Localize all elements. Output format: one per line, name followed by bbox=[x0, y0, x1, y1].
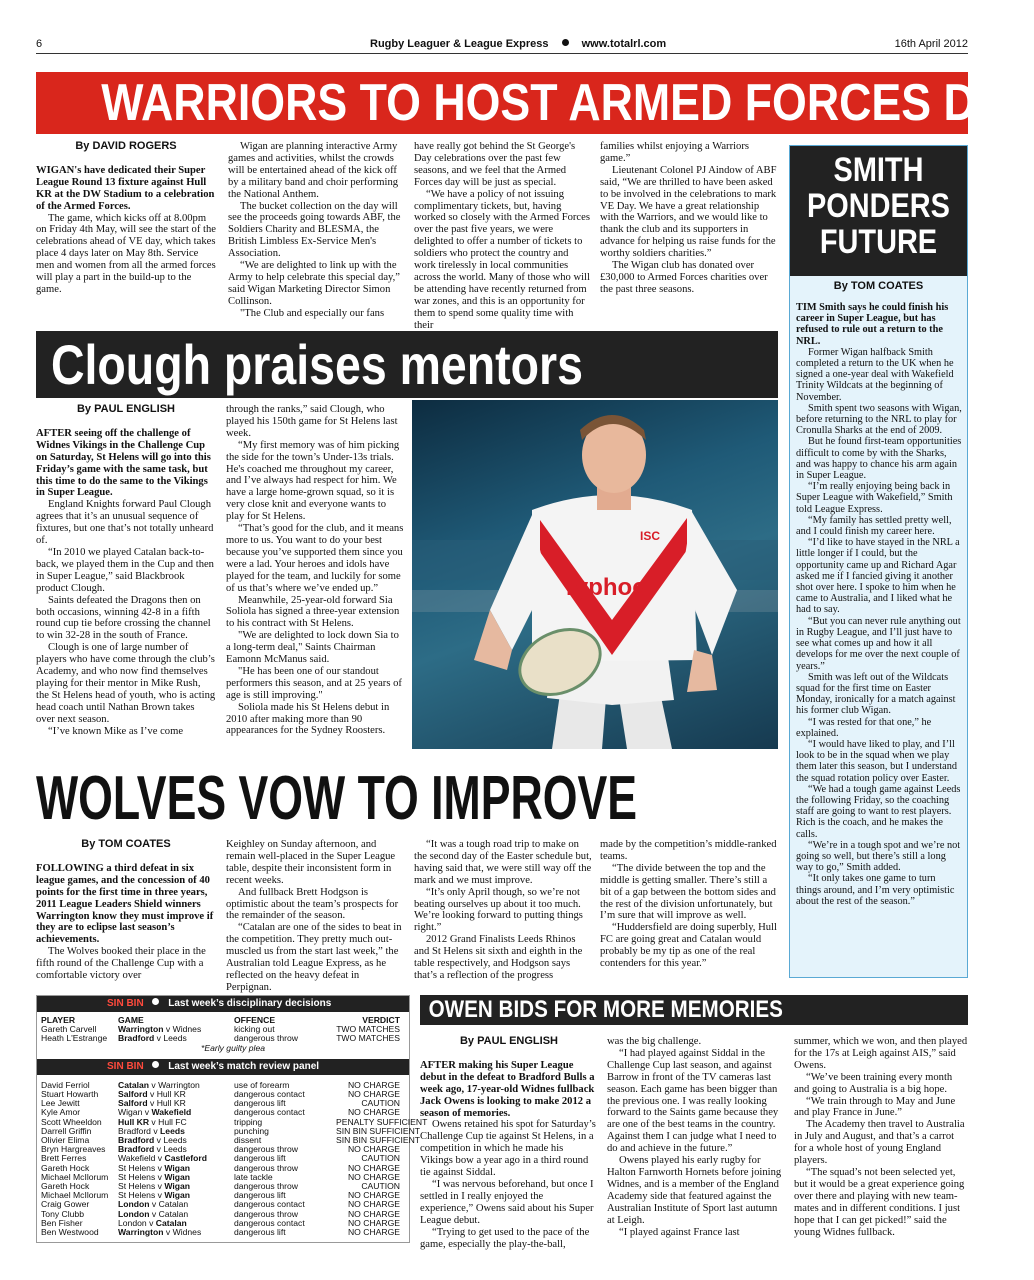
cell-verdict: TWO MATCHES bbox=[336, 1033, 400, 1044]
smith-headline-line: FUTURE bbox=[819, 223, 938, 261]
wolves-col-1 bbox=[36, 838, 216, 982]
away-team: Catalan bbox=[158, 1208, 189, 1219]
sin-bin-label: SIN BIN bbox=[107, 998, 144, 1009]
disciplinary-table bbox=[37, 1012, 409, 1053]
wolves-paragraph: “It’s only April though, so we’re not beating ourselves up about it too much. We’re looking forward to putting things right.” bbox=[414, 886, 583, 934]
clough-headline-bar bbox=[36, 331, 778, 398]
cell-offence: dangerous contact bbox=[234, 1089, 305, 1100]
owen-paragraph: “We’ve been training every month and going to Australia is a big hope. bbox=[794, 1071, 953, 1095]
cell-player: Ben Fisher bbox=[41, 1217, 83, 1228]
wolves-col-3 bbox=[414, 839, 592, 981]
cell-player: Kyle Amor bbox=[41, 1107, 81, 1118]
home-team: Catalan bbox=[118, 1079, 150, 1090]
wolves-lead: FOLLOWING a third defeat in six league games, and the concession of 40 points for the first time in three years, 2011 League Leaders Shield winners Warrington know they must improve if they are to eclipse last season’s achievements. bbox=[36, 862, 214, 946]
cell-verdict: NO CHARGE bbox=[347, 1171, 400, 1182]
byline-author: DAVID ROGERS bbox=[92, 140, 177, 152]
cell-offence: dangerous lift bbox=[234, 1227, 286, 1238]
away-team: Hull KR bbox=[156, 1089, 186, 1100]
cell-verdict: NO CHARGE bbox=[347, 1089, 400, 1100]
versus-separator: v bbox=[149, 1199, 159, 1210]
cell-offence: dangerous throw bbox=[234, 1181, 299, 1192]
away-team: Catalan bbox=[158, 1199, 189, 1210]
publication-title bbox=[370, 38, 666, 50]
issue-date: 16th April 2012 bbox=[894, 38, 968, 50]
warriors-paragraph: “We have a policy of not issuing complimentary tickets, but, having worked so closely with the Armed Forces over the past five years, we were delighted to offer a number of tickets to soldiers who protect the country and work tirelessly in local communities across the world. Many of those who will be attending have recently returned from war zones, and this is an opportunity for them to spend some quality time with their bbox=[414, 188, 590, 331]
clough-lead: AFTER seeing off the challenge of Widnes Vikings in the Challenge Cup on Saturday, St Helens will go into this Friday’s game with the same task, but this time to do the same to the Vikings in Super League. bbox=[36, 427, 211, 499]
versus-separator: v bbox=[147, 1098, 157, 1109]
header-offence: OFFENCE bbox=[234, 1015, 276, 1025]
byline-author: PAUL ENGLISH bbox=[477, 1035, 558, 1047]
wolves-paragraph: “Catalan are one of the sides to beat in the competition. They pretty much out-muscled us from the start last week,” the Australian told League Express, as he reflected on the heavy defeat in Perpignan. bbox=[226, 922, 402, 993]
cell-verdict: CAUTION bbox=[361, 1181, 400, 1192]
owen-paragraph: “The squad’s not been selected yet, but it would be a great experience going over there and playing with new team-mates and in different conditions. I just hope that I can get picked!” said the young Widnes fullback. bbox=[794, 1166, 965, 1238]
cell-verdict: SIN BIN SUFFICIENT bbox=[336, 1135, 421, 1146]
warriors-headline: WARRIORS TO HOST ARMED FORCES DAY bbox=[101, 74, 1034, 132]
versus-separator: v bbox=[155, 1181, 165, 1192]
decisions-rows bbox=[41, 1025, 405, 1043]
cell-player: David Ferriol bbox=[41, 1079, 90, 1090]
clough-paragraph: "He has been one of our standout performers this season, and at 25 years of age is still improving." bbox=[226, 665, 402, 701]
smith-paragraph: “We’re in a tough spot and we’re not going so well, but there’s still a long way to go,” Smith added. bbox=[796, 839, 961, 874]
owen-paragraph: “Trying to get used to the pace of the game, especially the play-the-ball, bbox=[420, 1226, 590, 1250]
versus-separator: v bbox=[154, 1033, 164, 1044]
warriors-paragraph: Wigan are planning interactive Army games and activities, whilst the crowds will be entertained ahead of the kick off by a military band and choir performing the National Anthem. bbox=[228, 141, 399, 200]
wolves-headline: WOLVES VOW TO IMPROVE bbox=[36, 764, 638, 833]
away-team: Hull KR bbox=[156, 1098, 186, 1109]
sin-bin-title-2: Last week’s match review panel bbox=[168, 1060, 320, 1072]
owen-headline: OWEN BIDS FOR MORE MEMORIES bbox=[428, 996, 783, 1023]
cell-offence: dangerous lift bbox=[234, 1190, 286, 1201]
cell-offence: kicking out bbox=[234, 1024, 275, 1035]
cell-player: Gareth Carvell bbox=[41, 1024, 97, 1035]
cell-player: Scott Wheeldon bbox=[41, 1116, 102, 1127]
wolves-paragraph: And fullback Brett Hodgson is optimistic about the team’s prospects for the remainder of the season. bbox=[226, 886, 399, 922]
home-team: Warrington bbox=[118, 1227, 164, 1238]
away-team: Hull FC bbox=[158, 1116, 187, 1127]
smith-headline-box bbox=[790, 146, 967, 276]
owen-paragraph: The Academy then travel to Australia in July and August, and that’s a carrot for a whole host of young England players. bbox=[794, 1119, 965, 1167]
away-team: Warrington bbox=[158, 1079, 200, 1090]
away-team: Leeds bbox=[163, 1144, 187, 1155]
home-team: St Helens bbox=[118, 1181, 156, 1192]
sin-bin-title-1: Last week’s disciplinary decisions bbox=[168, 998, 332, 1009]
away-team: Leeds bbox=[160, 1125, 185, 1136]
home-team: Bradford bbox=[118, 1135, 155, 1146]
cell-offence: dangerous throw bbox=[234, 1033, 299, 1044]
cell-verdict: CAUTION bbox=[361, 1098, 400, 1109]
shirt-sponsor: Typhoo bbox=[562, 574, 647, 601]
smith-byline bbox=[790, 280, 967, 292]
away-team: Wigan bbox=[164, 1190, 191, 1201]
cell-offence: punching bbox=[234, 1125, 269, 1136]
cell-verdict: SIN BIN SUFFICIENT bbox=[336, 1125, 421, 1136]
header-verdict: VERDICT bbox=[362, 1015, 400, 1025]
early-plea-note: *Early guilty plea bbox=[201, 1042, 266, 1053]
clough-paragraph: “My first memory was of him picking the side for the town’s Under-13s trials. He's coached me throughout my career, and I’ve always had respect for him. We have a large home-grown squad, so it is very close knit and everyone wants to play for St Helens. bbox=[226, 439, 400, 523]
smith-headline bbox=[803, 152, 953, 260]
cell-player: Ben Westwood bbox=[41, 1227, 99, 1238]
review-table bbox=[37, 1075, 428, 1238]
versus-separator: v bbox=[155, 1190, 165, 1201]
header-rule bbox=[36, 53, 968, 54]
away-team: Wigan bbox=[164, 1171, 191, 1182]
cell-verdict: NO CHARGE bbox=[347, 1208, 400, 1219]
smith-paragraph: “I’d like to have stayed in the NRL a little longer if I could, but the opportunity came up and Richard Agar asked me if I fancied giving it another shot over here. I spoke to him when he came to Australia, and I liked what he had to say. bbox=[796, 537, 960, 616]
versus-separator: v bbox=[149, 1079, 159, 1090]
cell-player: Michael McIlorum bbox=[41, 1171, 109, 1182]
warriors-lead: WIGAN's have dedicated their Super League Round 13 fixture against Hull KR at the DW Stadium to a celebration of the Armed Forces. bbox=[36, 164, 215, 212]
away-team: Leeds bbox=[163, 1135, 187, 1146]
cell-offence: dangerous contact bbox=[234, 1199, 305, 1210]
wolves-paragraph: made by the competition’s middle-ranked teams. bbox=[600, 839, 777, 862]
away-team: Castleford bbox=[164, 1153, 207, 1164]
cell-verdict: NO CHARGE bbox=[347, 1199, 400, 1210]
sin-bin-bar-1 bbox=[37, 996, 409, 1012]
versus-separator: v bbox=[154, 1135, 164, 1146]
byline-author: TOM COATES bbox=[850, 280, 924, 292]
table-row bbox=[41, 1090, 405, 1099]
wolves-paragraph: Keighley on Sunday afternoon, and remain well-placed in the Super League table, despite their inconsistent form in recent weeks. bbox=[226, 839, 396, 886]
smith-paragraph: Smith was left out of the Wildcats squad for the first time on Easter Monday, ironically for a match against his former club Wigan. bbox=[796, 671, 956, 717]
away-team: Leeds bbox=[163, 1033, 187, 1044]
wolves-paragraph: “The divide between the top and the middle is getting smaller. There’s still a bit of a gap between the bottom sides and the rest of the division unfortunately, but I’m sure that will improve as well. bbox=[600, 862, 776, 922]
cell-player: Craig Gower bbox=[41, 1199, 90, 1210]
cell-verdict: NO CHARGE bbox=[347, 1079, 400, 1090]
page-number: 6 bbox=[36, 38, 43, 50]
warriors-paragraph: have really got behind the St George's Day celebrations over the past few seasons, and we feel that the Armed Forces day will be just as special. bbox=[414, 141, 576, 188]
smith-paragraph: Former Wigan halfback Smith completed a return to the UK when he signed a one-year deal with Wakefield Trinity Wildcats at the beginning of November. bbox=[796, 346, 954, 403]
owen-paragraph: “I was nervous beforehand, but once I settled in I really enjoyed the experience,” Owens said about his Super League debut. bbox=[420, 1178, 594, 1226]
warriors-col-4 bbox=[600, 141, 778, 327]
clough-paragraph: "We are delighted to lock down Sia to a long-term deal," Saints Chairman Eamonn McManus said. bbox=[226, 630, 399, 666]
smith-headline-line: PONDERS bbox=[807, 187, 950, 225]
versus-separator: v bbox=[147, 1089, 157, 1100]
warriors-col-2 bbox=[228, 141, 406, 327]
cell-player: Olivier Elima bbox=[41, 1135, 90, 1146]
owen-col-3 bbox=[794, 1036, 968, 1246]
cell-offence: dangerous lift bbox=[234, 1153, 286, 1164]
cell-verdict: NO CHARGE bbox=[347, 1162, 400, 1173]
clough-paragraph: “In 2010 we played Catalan back-to-back, we played them in the Cup and then in Super League,” said Blackbrook product Clough. bbox=[36, 546, 214, 594]
sin-bin-label: SIN BIN bbox=[107, 1060, 144, 1072]
bullet-icon bbox=[152, 998, 159, 1005]
owen-paragraph: summer, which we won, and then played for the 17s at Leigh against AIS,” said Owens. bbox=[794, 1036, 968, 1071]
clough-paragraph: England Knights forward Paul Clough agrees that it’s an unusual sequence of fixtures, but one that’s not totally unheard of. bbox=[36, 499, 214, 547]
away-team: Wigan bbox=[164, 1181, 191, 1192]
smith-paragraph: “We had a tough game against Leeds the following Friday, so the coaching staff are going to want to rest players. Rich is the coach, and he makes the calls. bbox=[796, 783, 961, 840]
clough-paragraph: Saints defeated the Dragons then on both occasions, winning 42-8 in a fifth round cup tie before crossing the channel to win 32-28 in the south of France. bbox=[36, 594, 211, 642]
home-team: Warrington bbox=[118, 1024, 164, 1035]
home-team: Bradford bbox=[118, 1033, 155, 1044]
warriors-paragraph: Lieutenant Colonel PJ Aindow of ABF said, “We are thrilled to have been asked to be involved in the celebrations to mark VE Day. We have a great relationship with the Warriors, and we would like to thank the club and its supporters in advance for helping us raise funds for the worthy soldiers charities.” bbox=[600, 164, 777, 260]
owen-paragraph: “We train through to May and June and play France in June.” bbox=[794, 1095, 956, 1119]
owen-byline bbox=[420, 1036, 598, 1048]
warriors-paragraph: “We are delighted to link up with the Army to help celebrate this special day,” said Wigan Marketing Director Simon Collinson. bbox=[228, 260, 400, 307]
warriors-col-1 bbox=[36, 141, 216, 327]
home-team: Bradford bbox=[118, 1125, 151, 1136]
cell-offence: dangerous throw bbox=[234, 1208, 299, 1219]
bullet-icon bbox=[152, 1061, 159, 1068]
wolves-paragraph: 2012 Grand Finalists Leeds Rhinos and St Helens sit sixth and eighth in the table respectively, and Hodgson says that’s a reflection of the progress bbox=[414, 934, 583, 981]
cell-offence: tripping bbox=[234, 1116, 263, 1127]
versus-separator: v bbox=[142, 1107, 152, 1118]
smith-paragraph: “It only takes one game to turn things around, and I’m very optimistic about the rest of the season.” bbox=[796, 873, 955, 907]
cell-verdict: NO CHARGE bbox=[347, 1144, 400, 1155]
clough-paragraph: Clough is one of large number of players who have come through the club’s Academy, and who now find themselves playing for their mentor in Mike Rush, the St Helens head of youth, who is acting head coach until Nathan Brown takes over next season. bbox=[36, 642, 216, 725]
smith-headline-line: SMITH bbox=[833, 151, 924, 189]
versus-separator: v bbox=[150, 1125, 161, 1136]
table-row bbox=[41, 1145, 405, 1154]
cell-player: Darrell Griffin bbox=[41, 1125, 92, 1136]
cell-verdict: CAUTION bbox=[361, 1153, 400, 1164]
cell-offence: dangerous lift bbox=[234, 1098, 286, 1109]
byline-prefix: By bbox=[76, 403, 92, 415]
owen-lead: AFTER making his Super League debut in the defeat to Bradford Bulls a week ago, 17-year-old Widnes fullback Jack Owens is looking to make 2012 a season of memories. bbox=[420, 1059, 595, 1119]
versus-separator: v bbox=[155, 1171, 165, 1182]
wolves-byline bbox=[36, 839, 216, 851]
website-link[interactable]: www.totalrl.com bbox=[581, 38, 667, 50]
cell-player: Lee Jewitt bbox=[41, 1098, 80, 1109]
away-team: Catalan bbox=[155, 1217, 187, 1228]
away-team: Widnes bbox=[172, 1227, 202, 1238]
warriors-col-3 bbox=[414, 141, 592, 331]
clough-paragraph: through the ranks,” said Clough, who played his 150th game for St Helens last week. bbox=[226, 404, 398, 439]
smith-paragraph: “My family has settled pretty well, and I could finish my career here. bbox=[796, 514, 952, 538]
cell-verdict: PENALTY SUFFICIENT bbox=[336, 1116, 428, 1127]
away-team: Wakefield bbox=[151, 1107, 192, 1118]
smith-sidebar bbox=[789, 145, 968, 978]
byline-prefix: By bbox=[81, 838, 96, 850]
cell-verdict: NO CHARGE bbox=[347, 1190, 400, 1201]
home-team: Salford bbox=[118, 1098, 148, 1109]
wolves-headline-bar bbox=[36, 764, 778, 834]
cell-verdict: NO CHARGE bbox=[347, 1227, 400, 1238]
versus-separator: v bbox=[146, 1217, 156, 1228]
home-team: Salford bbox=[118, 1089, 148, 1100]
cell-game bbox=[118, 1228, 234, 1237]
warriors-byline bbox=[36, 141, 216, 153]
home-team: St Helens bbox=[118, 1171, 156, 1182]
clough-paragraph: Meanwhile, 25-year-old forward Sia Soliola has signed a three-year extension to his contract with St Helens. bbox=[226, 594, 400, 630]
cell-offence: dangerous contact bbox=[234, 1217, 305, 1228]
clough-paragraph: Soliola made his St Helens debut in 2010 after making more than 90 appearances for the Sydney Roosters. bbox=[226, 701, 390, 737]
owen-paragraph: “I had played against Siddal in the Challenge Cup last season, and against Barrow in front of the TV cameras last season. Each game has been bigger than the previous one. I was really looking forward to the Saints game because they are one of the best teams in the country. Against them I can judge what I need to do and achieve in the future.” bbox=[607, 1047, 779, 1155]
table-row bbox=[41, 1228, 405, 1237]
owen-paragraph: Owens retained his spot for Saturday’s Challenge Cup tie against St Helens, in a competition in which he made his Vikings bow a year ago in a third round tie against Siddal. bbox=[420, 1119, 596, 1179]
versus-separator: v bbox=[163, 1227, 173, 1238]
player-photo bbox=[412, 400, 778, 749]
header-player: PLAYER bbox=[41, 1015, 76, 1025]
warriors-paragraph: families whilst enjoying a Warriors game.” bbox=[600, 141, 749, 164]
sin-bin-bar-2 bbox=[37, 1059, 409, 1075]
smith-paragraph: “But you can never rule anything out in Rugby League, and I’ll just have to see what comes up and how it all develops for me over the next couple of years.” bbox=[796, 615, 961, 672]
warriors-headline-bar bbox=[36, 72, 1034, 134]
cell-offence: dangerous throw bbox=[234, 1162, 299, 1173]
owen-headline-bar bbox=[420, 995, 968, 1025]
cell-offence: use of forearm bbox=[234, 1079, 290, 1090]
smith-paragraph: “I would have liked to play, and I’ll look to be in the squad when we play them later this season, but I understand the squad rotation policy over Easter. bbox=[796, 738, 957, 784]
sin-bin-box bbox=[36, 995, 428, 1243]
owen-paragraph: Owens played his early rugby for Halton Farnworth Hornets before joining Widnes, and is a member of the England Academy side that featured against the Australian Institute of Sport last autumn at Leigh. bbox=[607, 1155, 782, 1226]
away-team: Widnes bbox=[172, 1024, 202, 1035]
versus-separator: v bbox=[163, 1024, 173, 1035]
header-game: GAME bbox=[118, 1015, 144, 1025]
smith-paragraph: But he found first-team opportunities difficult to come by with the Sharks, and was happy to chance his arm again in Super League. bbox=[796, 436, 962, 482]
clough-col-2 bbox=[226, 404, 404, 754]
wolves-paragraph: “Huddersfield are doing superbly, Hull FC are going great and Catalan would probably be my tip as one of the real contenders for this year.” bbox=[600, 922, 777, 970]
home-team: London bbox=[118, 1217, 147, 1228]
cell-offence: dangerous contact bbox=[234, 1107, 305, 1118]
versus-separator: v bbox=[149, 1116, 159, 1127]
home-team: Wigan bbox=[118, 1107, 143, 1118]
byline-author: PAUL ENGLISH bbox=[94, 403, 175, 415]
smith-paragraph: “I was rested for that one,” he explained. bbox=[796, 716, 932, 739]
cell-player: Heath L'Estrange bbox=[41, 1033, 108, 1044]
shirt-brand: ISC bbox=[640, 529, 661, 543]
home-team: St Helens bbox=[118, 1190, 156, 1201]
home-team: London bbox=[118, 1199, 150, 1210]
cell-verdict: TWO MATCHES bbox=[336, 1024, 400, 1035]
warriors-paragraph: The bucket collection on the day will see the proceeds going towards ABF, the Soldiers Charity and BLESMA, the British Limbless Ex-Service Men's Association. bbox=[228, 200, 401, 260]
cell-offence: late tackle bbox=[234, 1171, 273, 1182]
home-team: London bbox=[118, 1208, 150, 1219]
versus-separator: v bbox=[149, 1208, 159, 1219]
owen-col-1 bbox=[420, 1035, 598, 1250]
clough-paragraph: “That’s good for the club, and it means more to us. You want to do your best because you’ve supported them since you were a lad. Your heroes and idols have played for the team, and luckily for some of us that’s where we’ve ended up.” bbox=[226, 523, 404, 594]
cell-offence: dangerous throw bbox=[234, 1144, 299, 1155]
wolves-col-2 bbox=[226, 839, 404, 993]
versus-separator: v bbox=[155, 1153, 165, 1164]
versus-separator: v bbox=[154, 1144, 164, 1155]
table-row bbox=[41, 1173, 405, 1182]
cell-verdict: NO CHARGE bbox=[347, 1217, 400, 1228]
cell-player: Gareth Hock bbox=[41, 1181, 90, 1192]
smith-body bbox=[790, 302, 969, 907]
cell-player: Stuart Howarth bbox=[41, 1089, 99, 1100]
byline-prefix: By bbox=[833, 280, 848, 292]
clough-col-1 bbox=[36, 404, 216, 754]
bullet-icon bbox=[562, 39, 569, 46]
versus-separator: v bbox=[155, 1162, 165, 1173]
home-team: St Helens bbox=[118, 1162, 156, 1173]
home-team: Hull KR bbox=[118, 1116, 150, 1127]
byline-prefix: By bbox=[459, 1035, 475, 1047]
clough-byline bbox=[36, 404, 216, 416]
warriors-paragraph: "The Club and especially our fans bbox=[240, 307, 385, 319]
wolves-paragraph: “It was a tough road trip to make on the second day of the Easter schedule but, having said that, we were still way off the mark and we must improve. bbox=[414, 839, 592, 886]
cell-player: Michael McIlorum bbox=[41, 1190, 109, 1201]
smith-paragraph: “I’m really enjoying being back in Super League with Wakefield,” Smith told League Express. bbox=[796, 481, 953, 515]
owen-col-2 bbox=[607, 1036, 785, 1246]
clough-headline: Clough praises mentors bbox=[50, 333, 583, 396]
cell-offence: dissent bbox=[234, 1135, 262, 1146]
wolves-paragraph: The Wolves booked their place in the fifth round of the Challenge Cup with a comfortable victory over bbox=[36, 946, 206, 982]
owen-paragraph: was the big challenge. bbox=[607, 1036, 702, 1047]
home-team: Wakefield bbox=[118, 1153, 156, 1164]
owen-paragraph: “I played against France last bbox=[619, 1226, 740, 1238]
home-team: Bradford bbox=[118, 1144, 155, 1155]
smith-lead: TIM Smith says he could finish his career in Super League, but has refused to rule out a return to the NRL. bbox=[796, 302, 949, 347]
warriors-paragraph: The Wigan club has donated over £30,000 to Armed Forces charities over the past three seasons. bbox=[600, 260, 768, 295]
cell-player: Gareth Hock bbox=[41, 1162, 90, 1173]
away-team: Wigan bbox=[164, 1162, 191, 1173]
cell-player: Brett Ferres bbox=[41, 1153, 87, 1164]
review-rows bbox=[41, 1079, 428, 1238]
byline-prefix: By bbox=[75, 140, 90, 152]
clough-paragraph: “I’ve known Mike as I’ve come bbox=[48, 725, 184, 737]
cell-player: Tony Clubb bbox=[41, 1208, 84, 1219]
cell-verdict: NO CHARGE bbox=[347, 1107, 400, 1118]
byline-author: TOM COATES bbox=[98, 838, 171, 850]
wolves-col-4 bbox=[600, 839, 778, 977]
warriors-paragraph: The game, which kicks off at 8.00pm on Friday 4th May, will see the start of the celebrations ahead of VE day, which takes place 4 days later on May 8th. Service men and women from all the armed forces will play a part in the build-up to the game. bbox=[36, 212, 216, 295]
smith-paragraph: Smith spent two seasons with Wigan, before returning to the NRL to play for Cronulla Sharks at the end of 2009. bbox=[796, 402, 962, 437]
publication-name: Rugby Leaguer & League Express bbox=[370, 38, 549, 50]
cell-player: Bryn Hargreaves bbox=[41, 1144, 106, 1155]
player-photo-illustration bbox=[412, 400, 778, 749]
